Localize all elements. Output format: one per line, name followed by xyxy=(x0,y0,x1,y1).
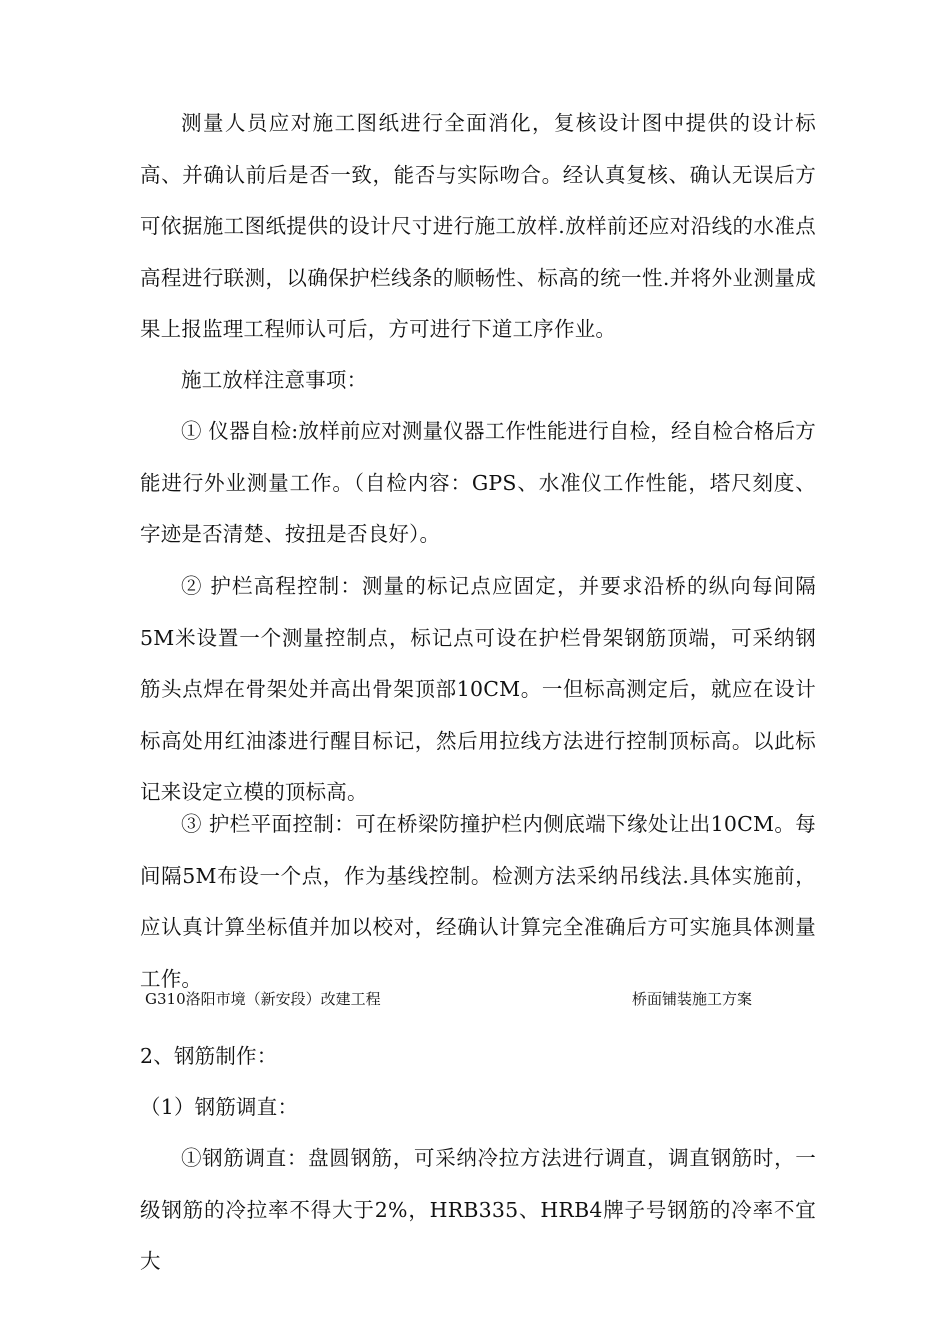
subheading-rebar-straightening: （1）钢筋调直： xyxy=(140,1095,299,1119)
paragraph-guardrail-elevation-control: ② 护栏高程控制：测量的标记点应固定，并要求沿桥的纵向每间隔5M米设置一个测量控制点，标记点可设在护栏骨架钢筋顶端，可采纳钢筋头点焊在骨架处并高出骨架顶部10CM。一但标高测定后，就应在设计标高处用红油漆进行醒目标记，然后用拉线方法进行控制顶标高。以此标记来设定立模的顶标高。 xyxy=(140,574,816,804)
footer-document-title: 桥面铺装施工方案 xyxy=(632,990,753,1008)
paragraph-stakeout-notes-title: 施工放样注意事项： xyxy=(181,368,368,392)
paragraph-guardrail-plane-control: ③ 护栏平面控制：可在桥梁防撞护栏内侧底端下缘处让出10CM。每间隔5M布设一个点，作为基线控制。检测方法采纳吊线法.具体实施前，应认真计算坐标值并加以校对，经确认计算完全准确后方可实施具体测量工作。 xyxy=(140,812,816,991)
paragraph-instrument-self-check: ① 仪器自检:放样前应对测量仪器工作性能进行自检，经自检合格后方能进行外业测量工作。（自检内容：GPS、水准仪工作性能，塔尺刻度、字迹是否清楚、按扭是否良好）。 xyxy=(140,419,816,546)
footer-project-name: G310洛阳市境（新安段）改建工程 xyxy=(145,990,381,1008)
paragraph-survey-review: 测量人员应对施工图纸进行全面消化，复核设计图中提供的设计标高、并确认前后是否一致，能否与实际吻合。经认真复核、确认无误后方可依据施工图纸提供的设计尺寸进行施工放样.放样前还应对沿线的水准点高程进行联测，以确保护栏线条的顺畅性、标高的统一性.并将外业测量成果上报监理工程师认可后，方可进行下道工序作业。 xyxy=(140,111,816,341)
section-heading-rebar-fabrication: 2、钢筋制作： xyxy=(140,1044,278,1068)
paragraph-rebar-straightening: ①钢筋调直：盘圆钢筋，可采纳冷拉方法进行调直，调直钢筋时，一级钢筋的冷拉率不得大于2%，HRB335、HRB4牌子号钢筋的冷率不宜大 xyxy=(140,1146,816,1273)
